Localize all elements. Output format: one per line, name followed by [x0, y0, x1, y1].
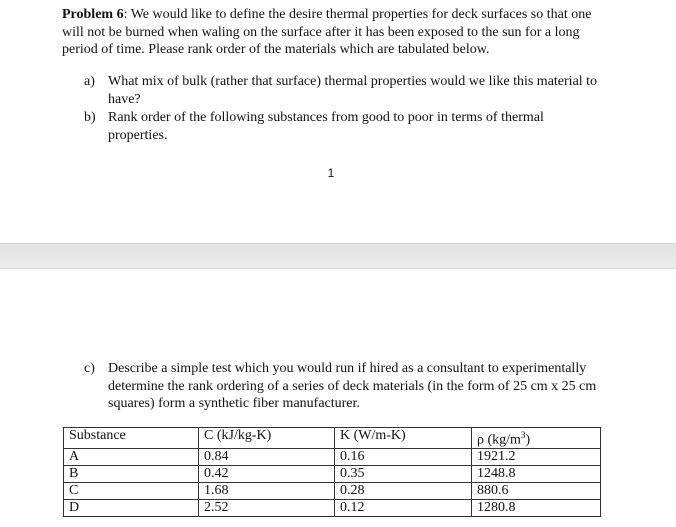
properties-table [63, 427, 601, 517]
table-row [64, 465, 601, 482]
page-number: 1 [327, 166, 335, 180]
question-b-marker: b) [84, 110, 96, 125]
question-a-text: What mix of bulk (rather that surface) thermal properties would we like this material to have? [108, 74, 598, 107]
header-density [472, 428, 601, 449]
cell-substance: C [64, 482, 199, 499]
cell-density: 1280.8 [472, 499, 601, 516]
table-header-row [64, 428, 601, 449]
cell-specific-heat: 0.84 [199, 448, 335, 465]
header-density-exponent: 3 [520, 430, 526, 440]
document-page-1 [0, 0, 676, 243]
question-a-marker: a) [84, 74, 95, 89]
question-c-text: Describe a simple test which you would run if hired as a consultant to experimentally determine the rank ordering of a series of deck materials (in the form of 25 cm x 25 cm squares) form a synthetic fiber manufacturer. [108, 361, 597, 411]
cell-density: 1921.2 [472, 448, 601, 465]
question-c-marker: c) [84, 361, 95, 376]
page-separator [0, 243, 676, 269]
document-page-2 [0, 269, 676, 527]
cell-conductivity: 0.35 [335, 465, 472, 482]
header-density-base: ρ (kg/m [477, 432, 521, 448]
cell-substance: A [64, 448, 199, 465]
header-conductivity: K (W/m-K) [335, 428, 472, 449]
header-density-close: ) [525, 432, 531, 448]
cell-specific-heat: 2.52 [199, 499, 335, 516]
cell-density: 1248.8 [472, 465, 601, 482]
problem-label: Problem 6 [62, 7, 124, 22]
question-b-text: Rank order of the following substances from good to poor in terms of thermal properties. [108, 110, 544, 143]
table-row [64, 499, 601, 516]
problem-intro-text: : We would like to define the desire thermal properties for deck surfaces so that one will not be burned when waling on the surface after it has been exposed to the sun for a long period of time. Please rank order of the materials which are tabulated below. [62, 7, 592, 57]
table-row [64, 448, 601, 465]
cell-substance: B [64, 465, 199, 482]
cell-conductivity: 0.12 [335, 499, 472, 516]
cell-conductivity: 0.28 [335, 482, 472, 499]
header-specific-heat: C (kJ/kg-K) [199, 428, 335, 449]
cell-specific-heat: 1.68 [199, 482, 335, 499]
cell-specific-heat: 0.42 [199, 465, 335, 482]
problem-statement [62, 6, 602, 59]
cell-conductivity: 0.16 [335, 448, 472, 465]
table-row [64, 482, 601, 499]
cell-substance: D [64, 499, 199, 516]
cell-density: 880.6 [472, 482, 601, 499]
header-substance: Substance [64, 428, 199, 449]
